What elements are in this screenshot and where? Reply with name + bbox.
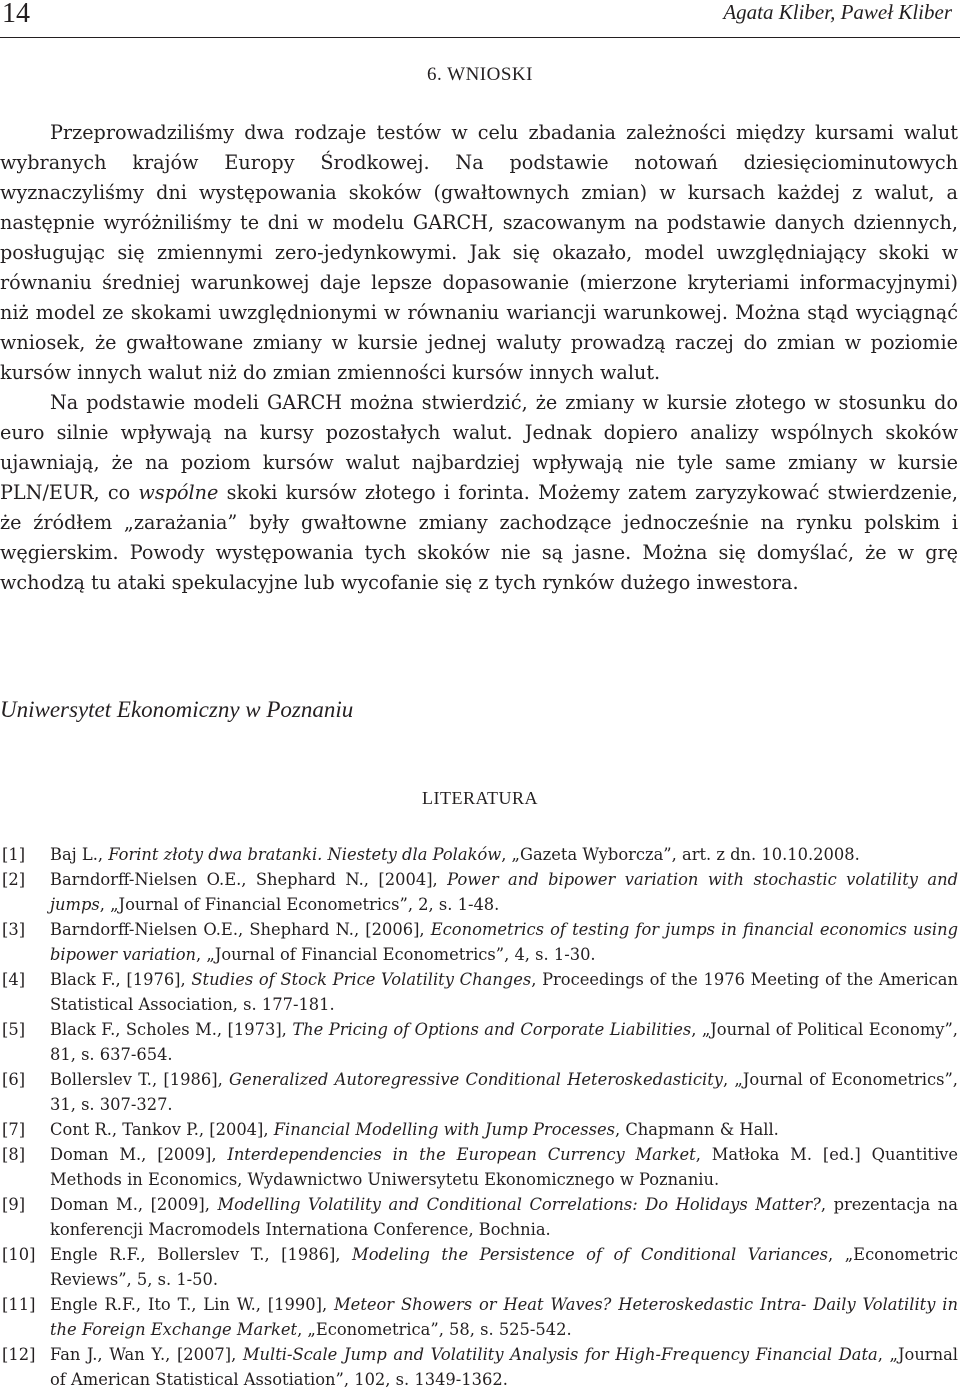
reference-number: [9]: [2, 1195, 26, 1214]
reference-text: Bollerslev T., [1986],: [50, 1070, 230, 1089]
reference-text: Engle R.F., Ito T., Lin W., [1990],: [50, 1295, 335, 1314]
reference-number: [7]: [2, 1120, 26, 1139]
reference-number: [11]: [2, 1295, 36, 1314]
reference-text: Doman M., [2009],: [50, 1195, 218, 1214]
reference-title: Modeling the Persistence of of Conditional Variances: [352, 1245, 829, 1264]
running-head-authors: Agata Kliber, Paweł Kliber: [723, 0, 952, 24]
reference-item: [0, 1142, 958, 1192]
affiliation: Uniwersytet Ekonomiczny w Poznaniu: [0, 697, 354, 722]
paragraph: Przeprowadziliśmy dwa rodzaje testów w celu zbadania zależności między kursami walut wybranych krajów Europy Środkowej. Na podstawie notowań dziesięciominutowych wyznaczyliśmy dni występowania skoków (gwałtownych zmian) w kursach każdej z walut, a następnie wyróżniliśmy te dni w modelu GARCH, szacowanym na podstawie danych dziennych, posługując się zmiennymi zero-jedynkowymi. Jak się okazało, model uwzględniający skoki w równaniu średniej warunkowej daje lepsze dopasowanie (mierzone kryteriami informacyjnymi) niż model ze skokami uwzględnionymi w równaniu wariancji warunkowej. Można stąd wyciągnąć wniosek, że gwałtowane zmiany w kursie jednej waluty prowadzą raczej do zmian w poziomie kursów innych walut niż do zmian zmienności kursów innych walut.: [0, 121, 958, 384]
reference-number: [10]: [2, 1245, 36, 1264]
paragraph-text: Na podstawie modeli GARCH można stwierdzić, że zmiany w kursie złotego w stosunku do euro silnie wpływają na kursy pozostałych walut. Jednak dopiero analizy wspólnych skoków ujawniają, że na poziom kursów walut najbardziej wpływają nie tyle same zmiany w kursie PLN/EUR, co: [0, 391, 958, 504]
reference-item: [0, 842, 958, 867]
reference-text: Barndorff-Nielsen O.E., Shephard N., [2006],: [50, 920, 431, 939]
paragraph: [0, 388, 958, 598]
reference-title: Econometrics of testing for jumps in financial economics using bipower variation: [50, 920, 958, 964]
reference-title: Studies of Stock Price Volatility Changes: [191, 970, 532, 989]
reference-number: [6]: [2, 1070, 26, 1089]
reference-text: , „Journal of Financial Econometrics”, 4, s. 1-30.: [196, 945, 596, 964]
reference-text: Baj L.,: [50, 845, 109, 864]
reference-number: [4]: [2, 970, 26, 989]
running-header: [0, 0, 960, 30]
reference-text: , „Journal of Econometrics”, 31, s. 307-327.: [50, 1070, 958, 1114]
reference-text: Fan J., Wan Y., [2007],: [50, 1345, 243, 1364]
reference-text: Cont R., Tankov P., [2004],: [50, 1120, 274, 1139]
reference-number: [5]: [2, 1020, 26, 1039]
reference-text: , „Journal of American Statistical Assotiation”, 102, s. 1349-1362.: [50, 1345, 958, 1389]
reference-title: Meteor Showers or Heat Waves? Heteroskedastic Intra- Daily Volatility in the Foreign Exchange Market: [50, 1295, 958, 1339]
page-number: 14: [2, 0, 30, 29]
reference-text: , Chapmann & Hall.: [614, 1120, 779, 1139]
reference-text: , „Journal of Political Economy”, 81, s. 637-654.: [50, 1020, 958, 1064]
reference-text: , Proceedings of the 1976 Meeting of the American Statistical Association, s. 177-181.: [50, 970, 958, 1014]
reference-title: Forint złoty dwa bratanki. Niestety dla Polaków: [108, 845, 502, 864]
conclusions-body: [0, 118, 958, 598]
reference-title: Multi-Scale Jump and Volatility Analysis for High-Frequency Financial Data: [242, 1345, 878, 1364]
reference-item: [0, 867, 958, 917]
reference-item: [0, 1292, 958, 1342]
section-title: 6. WNIOSKI: [427, 64, 533, 85]
reference-item: [0, 917, 958, 967]
reference-text: , „Journal of Financial Econometrics”, 2, s. 1-48.: [99, 895, 500, 914]
reference-text: , Matłoka M. [ed.] Quantitive Methods in Economics, Wydawnictwo Uniwersytetu Ekonomicznego w Poznaniu.: [50, 1145, 958, 1189]
reference-title: Power and bipower variation with stochastic volatility and jumps: [50, 870, 958, 914]
reference-number: [2]: [2, 870, 26, 889]
references-list: [0, 842, 958, 1392]
reference-text: , „Gazeta Wyborcza”, art. z dn. 10.10.2008.: [501, 845, 860, 864]
reference-number: [8]: [2, 1145, 26, 1164]
reference-number: [12]: [2, 1345, 36, 1364]
references-title: LITERATURA: [422, 788, 538, 808]
reference-item: [0, 1242, 958, 1292]
reference-text: Barndorff-Nielsen O.E., Shephard N., [2004],: [50, 870, 448, 889]
emphasis-text: wspólne: [138, 481, 219, 504]
reference-text: Engle R.F., Bollerslev T., [1986],: [50, 1245, 353, 1264]
reference-title: Modelling Volatility and Conditional Correlations: Do Holidays Matter?: [217, 1195, 821, 1214]
reference-title: The Pricing of Options and Corporate Liabilities: [292, 1020, 692, 1039]
reference-title: Financial Modelling with Jump Processes: [273, 1120, 615, 1139]
reference-item: [0, 1067, 958, 1117]
reference-number: [1]: [2, 845, 26, 864]
paragraph-text: skoki kursów złotego i forinta. Możemy zatem zaryzykować stwierdzenie, że źródłem „zarażania” były gwałtowne zmiany zachodzące jednocześnie na rynku polskim i węgierskim. Powody występowania tych skoków nie są jasne. Można się domyślać, że w grę wchodzą tu ataki spekulacyjne lub wycofanie się z tych rynków dużego inwestora.: [0, 481, 958, 594]
reference-item: [0, 1192, 958, 1242]
reference-number: [3]: [2, 920, 26, 939]
reference-text: Black F., Scholes M., [1973],: [50, 1020, 293, 1039]
reference-item: [0, 967, 958, 1017]
reference-text: , „Econometrica”, 58, s. 525-542.: [297, 1320, 572, 1339]
reference-item: [0, 1117, 958, 1142]
reference-item: [0, 1017, 958, 1067]
reference-text: , prezentacja na konferencji Macromodels Internationa Conference, Bochnia.: [50, 1195, 958, 1239]
reference-text: Doman M., [2009],: [50, 1145, 228, 1164]
reference-text: Black F., [1976],: [50, 970, 192, 989]
reference-title: Interdependencies in the European Currency Market: [227, 1145, 696, 1164]
reference-title: Generalized Autoregressive Conditional Heteroskedasticity: [229, 1070, 723, 1089]
reference-text: , „Econometric Reviews”, 5, s. 1-50.: [50, 1245, 959, 1289]
header-rule: [0, 37, 960, 38]
reference-item: [0, 1342, 958, 1392]
